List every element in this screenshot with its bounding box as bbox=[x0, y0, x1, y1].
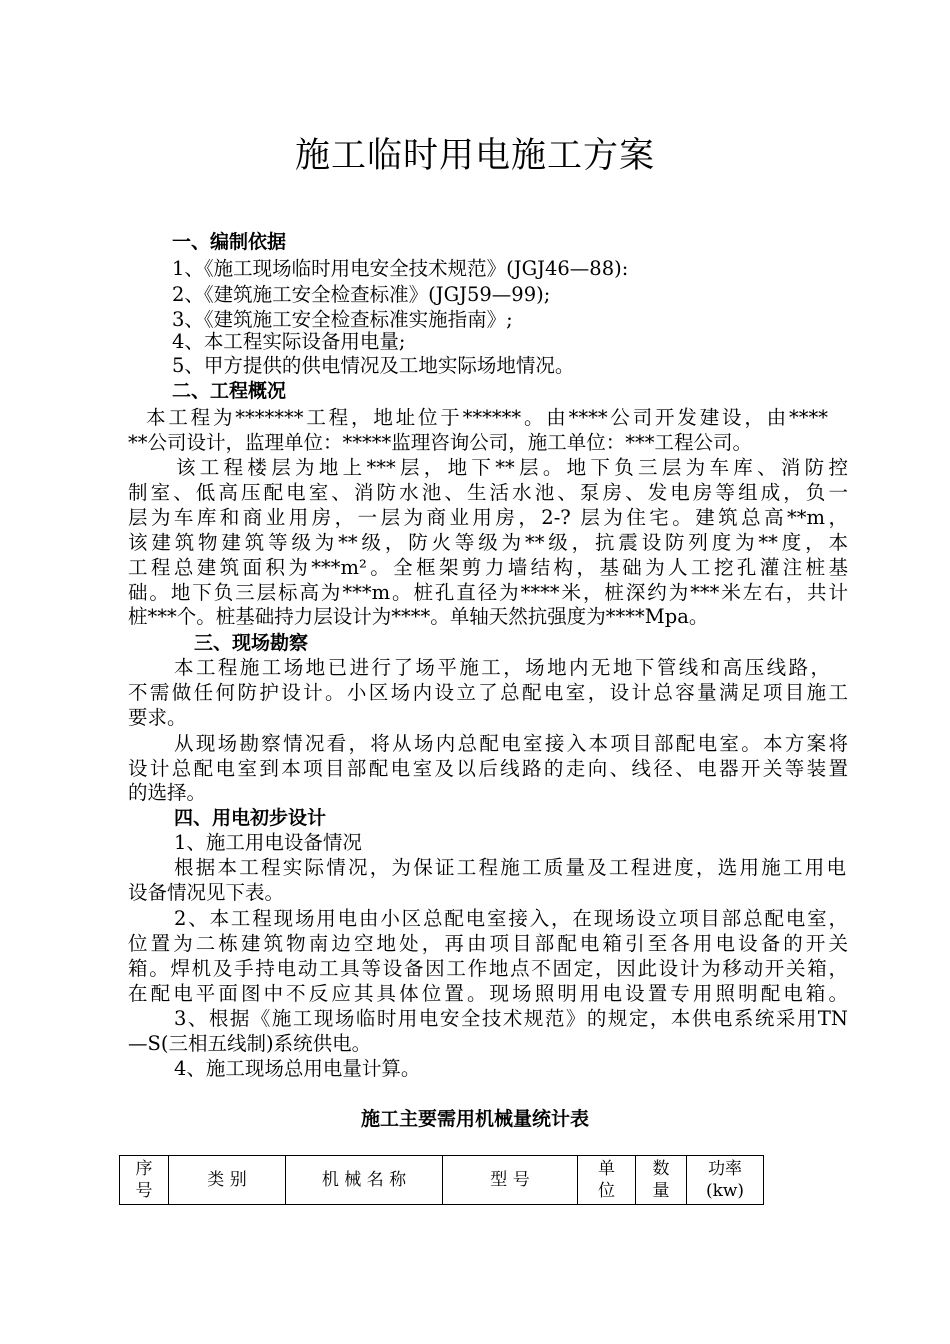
design-line: 位置为二栋建筑物南边空地处，再由项目部配电箱引至各用电设备的开关 bbox=[128, 932, 848, 955]
design-line: 设备情况见下表。 bbox=[128, 881, 285, 904]
survey-line: 要求。 bbox=[128, 706, 187, 729]
col-header-quantity: 数 量 bbox=[636, 1156, 687, 1205]
basis-item-2: 2、《建筑施工安全检查标准》(JGJ59—99); bbox=[172, 283, 551, 306]
survey-line: 的选择。 bbox=[128, 781, 207, 804]
design-line: 在配电平面图中不反应其具体位置。现场照明用电设置专用照明配电箱。 bbox=[128, 982, 848, 1005]
basis-item-3: 3、《建筑施工安全检查标准实施指南》; bbox=[172, 308, 513, 331]
overview-line: 该工程楼层为地上***层，地下**层。地下负三层为车库、消防控 bbox=[176, 456, 848, 479]
survey-line: 从现场勘察情况看，将从场内总配电室接入本项目部配电室。本方案将 bbox=[174, 732, 848, 755]
col-header-model: 型 号 bbox=[443, 1156, 578, 1205]
table-header-row bbox=[120, 1156, 764, 1205]
design-line: 1、施工用电设备情况 bbox=[174, 831, 362, 854]
col-header-index: 序 号 bbox=[120, 1156, 169, 1205]
col-header-unit: 单 位 bbox=[578, 1156, 636, 1205]
section-heading-2: 二、工程概况 bbox=[172, 380, 287, 402]
basis-item-1: 1、《施工现场临时用电安全技术规范》(JGJ46—88): bbox=[172, 257, 629, 280]
survey-line: 不需做任何防护设计。小区场内设立了总配电室，设计总容量满足项目施工 bbox=[128, 681, 848, 704]
overview-line: 该建筑物建筑等级为**级，防火等级为**级，抗震设防列度为**度，本 bbox=[128, 531, 848, 554]
design-line: 根据本工程实际情况，为保证工程施工质量及工程进度，选用施工用电 bbox=[174, 856, 846, 879]
survey-line: 本工程施工场地已进行了场平施工，场地内无地下管线和高压线路， bbox=[174, 656, 830, 679]
design-line: 4、施工现场总用电量计算。 bbox=[174, 1057, 421, 1080]
basis-item-4: 4、本工程实际设备用电量; bbox=[172, 330, 406, 353]
overview-line: 本工程为*******工程，地址位于******。由****公司开发建设，由**** bbox=[146, 406, 828, 429]
design-line: 箱。焊机及手持电动工具等设备因工作地点不固定，因此设计为移动开关箱， bbox=[128, 957, 848, 980]
machinery-table bbox=[119, 1155, 764, 1205]
survey-line: 设计总配电室到本项目部配电室及以后线路的走向、线径、电器开关等装置 bbox=[128, 757, 848, 780]
basis-item-5: 5、甲方提供的供电情况及工地实际场地情况。 bbox=[172, 354, 575, 377]
section-heading-3: 三、现场勘察 bbox=[194, 632, 309, 654]
design-line: —S(三相五线制)系统供电。 bbox=[128, 1032, 372, 1055]
table-title: 施工主要需用机械量统计表 bbox=[360, 1108, 589, 1130]
overview-line: 层为车库和商业用房，一层为商业用房，2-? 层为住宅。建筑总高**m， bbox=[128, 506, 848, 529]
overview-line: 桩***个。桩基础持力层设计为****。单轴天然抗强度为****Mpa。 bbox=[128, 605, 709, 628]
overview-line: 工程总建筑面积为***m²。全框架剪力墙结构，基础为人工挖孔灌注桩基 bbox=[128, 556, 848, 579]
section-heading-4: 四、用电初步设计 bbox=[174, 807, 327, 829]
section-heading-1: 一、编制依据 bbox=[172, 231, 287, 253]
col-header-power: 功率 (kw) bbox=[687, 1156, 764, 1205]
design-line: 3、根据《施工现场临时用电安全技术规范》的规定，本供电系统采用TN bbox=[174, 1007, 848, 1030]
overview-line: **公司设计，监理单位：*****监理咨询公司，施工单位：***工程公司。 bbox=[128, 431, 753, 454]
col-header-category: 类 别 bbox=[169, 1156, 286, 1205]
overview-line: 制室、低高压配电室、消防水池、生活水池、泵房、发电房等组成，负一 bbox=[128, 481, 848, 504]
overview-line: 础。地下负三层标高为***m。桩孔直径为****米，桩深约为***米左右，共计 bbox=[128, 581, 848, 604]
design-line: 2、本工程现场用电由小区总配电室接入，在现场设立项目部总配电室， bbox=[174, 907, 848, 930]
document-title: 施工临时用电施工方案 bbox=[294, 136, 655, 176]
col-header-machine-name: 机 械 名 称 bbox=[286, 1156, 443, 1205]
